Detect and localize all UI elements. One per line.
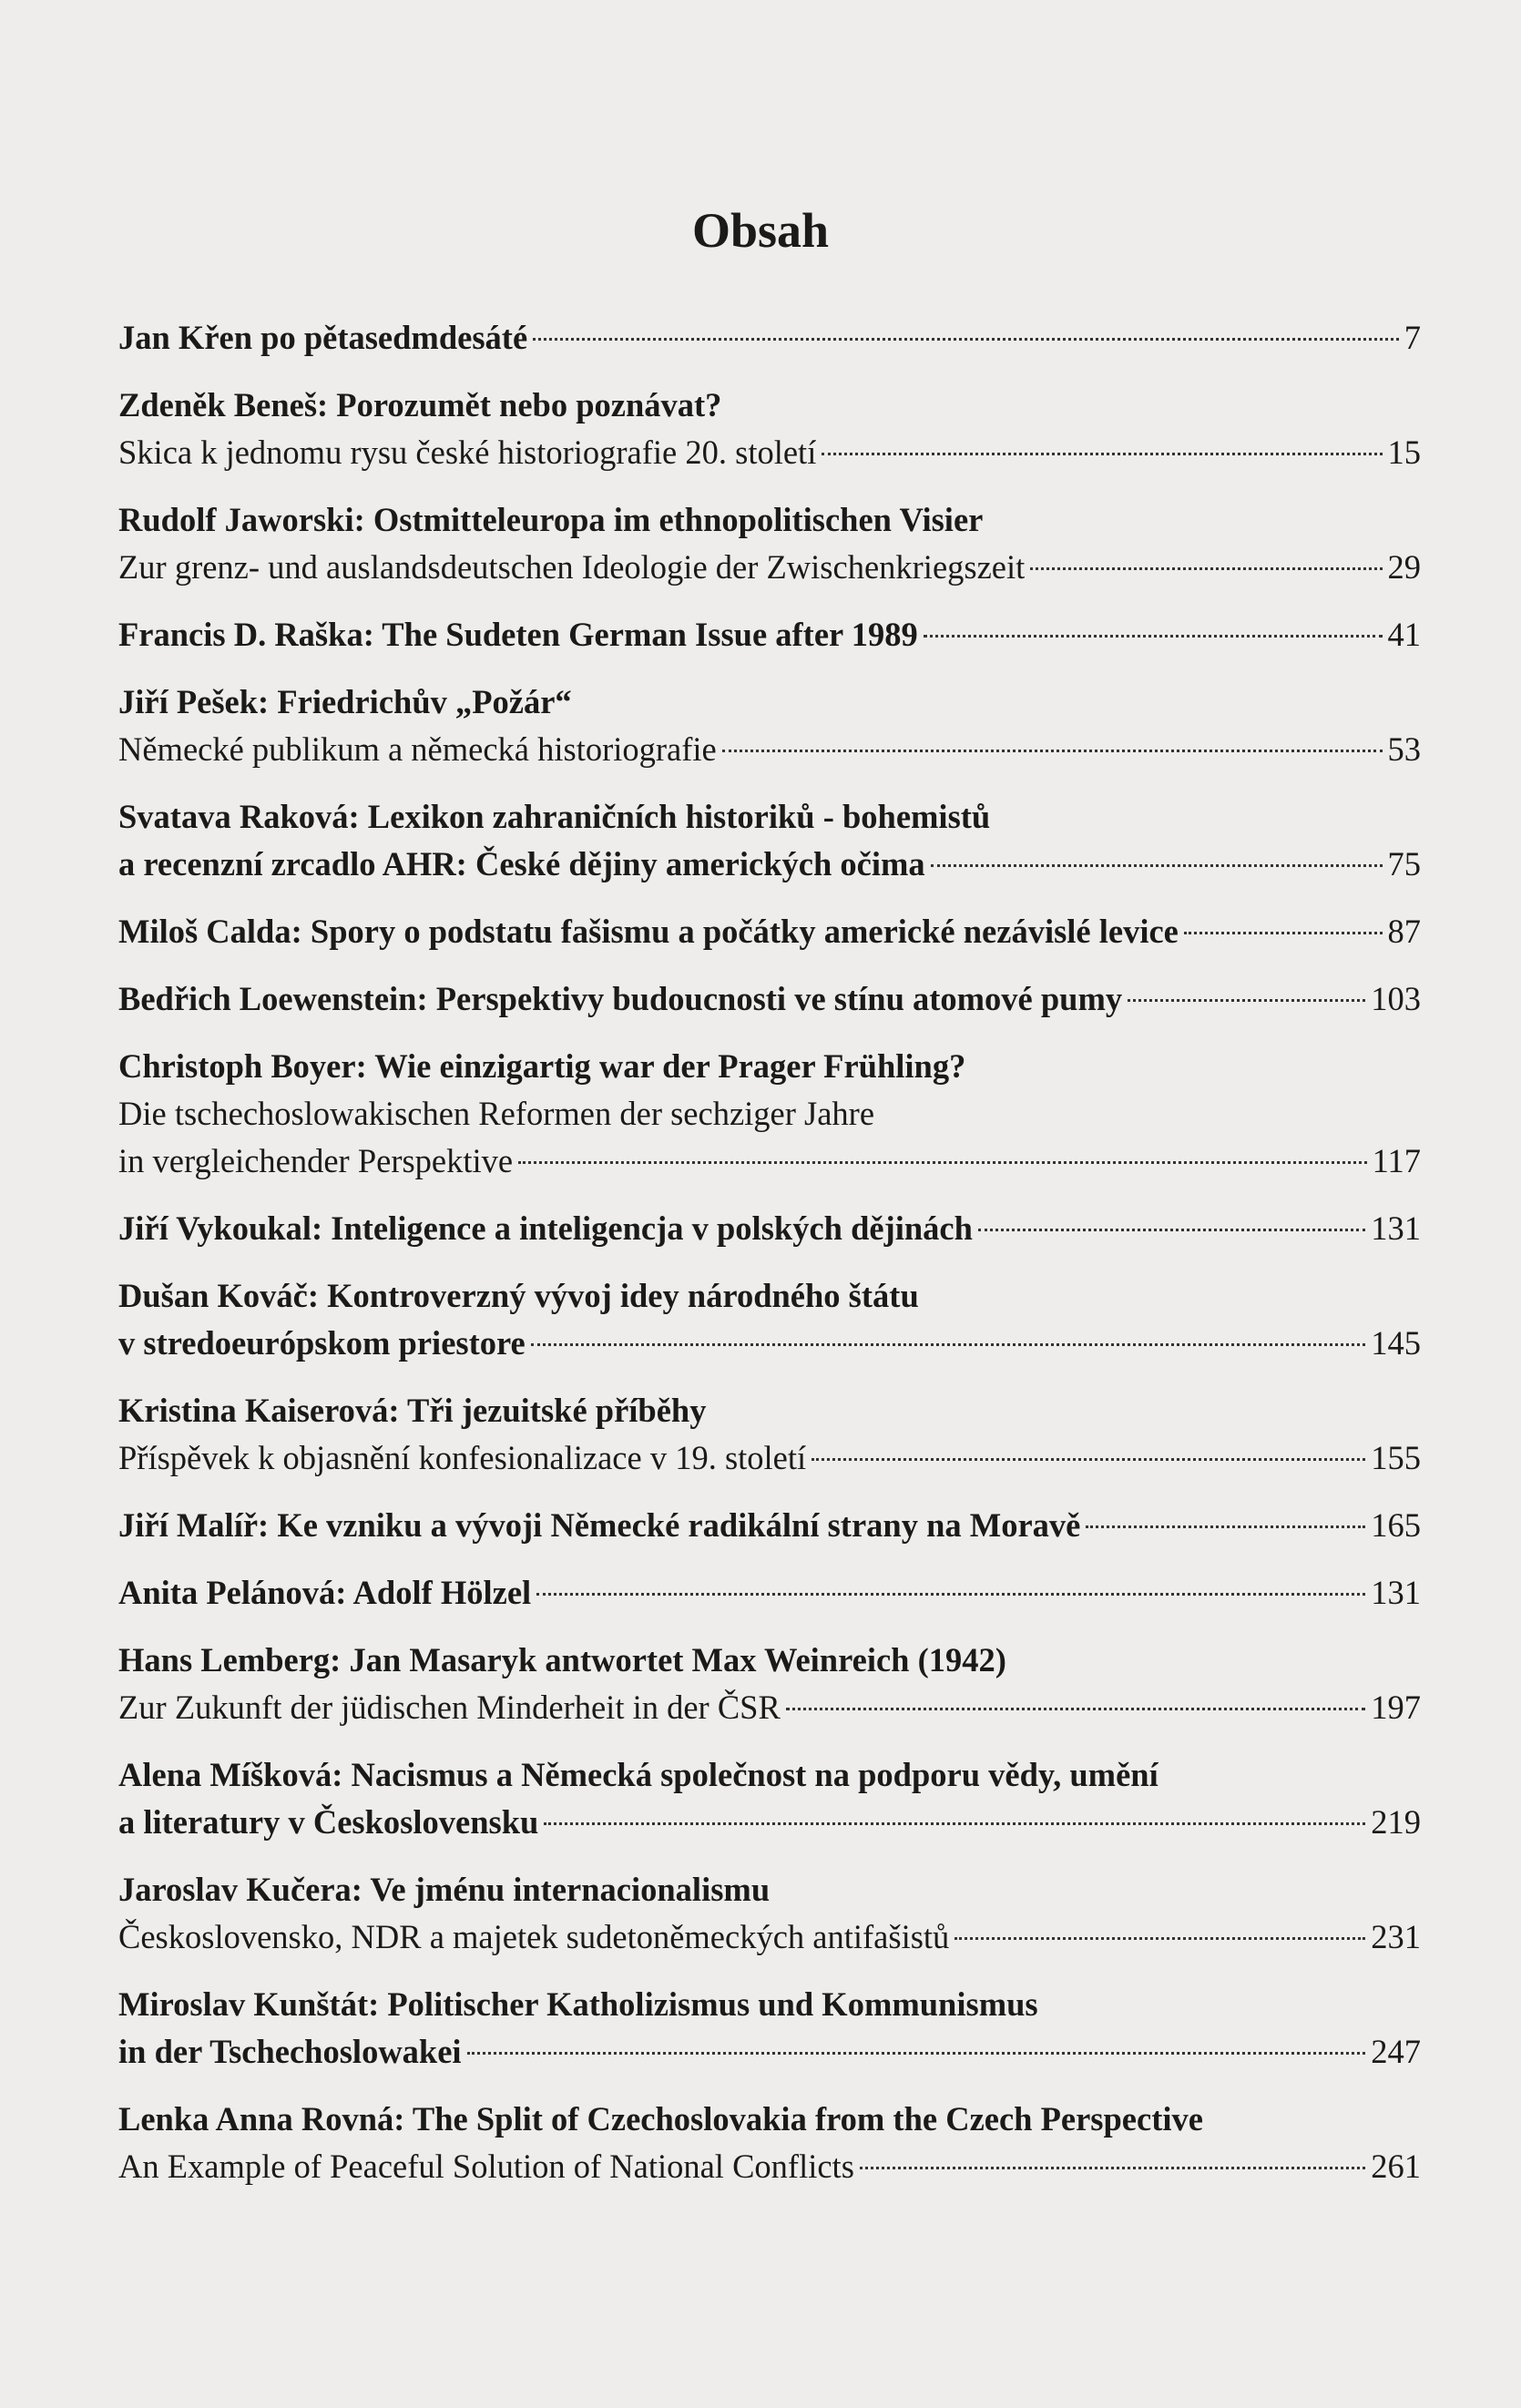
toc-entry-text: Kristina Kaiserová: Tři jezuitské příběhy — [118, 1392, 707, 1429]
page-number: 131 — [1371, 1574, 1421, 1611]
page-number: 261 — [1371, 2148, 1421, 2185]
dot-leader — [786, 1708, 1365, 1710]
page-number: 103 — [1371, 980, 1421, 1017]
page-number: 131 — [1371, 1209, 1421, 1247]
page-number: 87 — [1387, 913, 1421, 950]
toc-entry-text: Československo, NDR a majetek sudetoněmeckých antifašistů — [118, 1918, 950, 1955]
page-number: 155 — [1371, 1439, 1421, 1476]
toc-entry-text: Příspěvek k objasnění konfesionalizace v 19. století — [118, 1439, 807, 1476]
toc-entry-text: Německé publikum a německá historiografie — [118, 730, 717, 768]
toc-entry-heading — [118, 314, 1421, 362]
toc-entry-heading — [118, 496, 1421, 544]
toc-entry-heading — [118, 1637, 1421, 1684]
toc-entry — [118, 2096, 1421, 2190]
toc-entry-heading — [118, 382, 1421, 429]
toc-entry-heading — [118, 1205, 1421, 1252]
toc-entry-heading — [118, 2096, 1421, 2143]
toc-entry — [118, 1502, 1421, 1549]
toc-entry — [118, 1387, 1421, 1482]
page-title: Obsah — [691, 203, 830, 258]
toc-entry — [118, 496, 1421, 591]
page-number: 41 — [1387, 616, 1421, 653]
toc-entry-text: Dušan Kováč: Kontroverzný vývoj idey národného štátu — [118, 1277, 919, 1314]
toc-entry-text: Lenka Anna Rovná: The Split of Czechoslovakia from the Czech Perspective — [118, 2100, 1203, 2138]
toc-entry-subline — [118, 1320, 1421, 1367]
toc-entry — [118, 1205, 1421, 1252]
table-of-contents — [118, 314, 1421, 2210]
toc-entry — [118, 1272, 1421, 1367]
toc-entry-heading — [118, 1569, 1421, 1617]
page-number: 231 — [1371, 1918, 1421, 1955]
dot-leader — [822, 453, 1382, 455]
toc-entry-text: Jan Křen po pětasedmdesáté — [118, 319, 528, 356]
toc-entry-heading — [118, 1751, 1421, 1799]
toc-entry-text: Jiří Malíř: Ke vzniku a vývoji Německé radikální strany na Moravě — [118, 1506, 1081, 1544]
toc-entry — [118, 793, 1421, 888]
toc-entry-heading — [118, 975, 1421, 1023]
toc-entry — [118, 908, 1421, 955]
dot-leader — [978, 1229, 1365, 1231]
toc-entry-text: Alena Míšková: Nacismus a Německá společnost na podporu vědy, umění — [118, 1756, 1159, 1793]
toc-entry-subline — [118, 1684, 1421, 1731]
toc-entry-heading — [118, 1387, 1421, 1434]
toc-entry-text: Zdeněk Beneš: Porozumět nebo poznávat? — [118, 386, 722, 423]
page-number: 145 — [1371, 1324, 1421, 1362]
toc-entry-text: Miroslav Kunštát: Politischer Katholizismus und Kommunismus — [118, 1985, 1038, 2023]
dot-leader — [931, 864, 1383, 867]
toc-entry-subline — [118, 726, 1421, 773]
page-number: 165 — [1371, 1506, 1421, 1544]
page-number: 75 — [1387, 845, 1421, 883]
toc-entry-text: a recenzní zrcadlo AHR: České dějiny amerických očima — [118, 845, 925, 883]
toc-entry — [118, 679, 1421, 773]
toc-entry — [118, 1569, 1421, 1617]
page-number: 7 — [1404, 319, 1421, 356]
toc-entry-text: Francis D. Raška: The Sudeten German Issue after 1989 — [118, 616, 918, 653]
dot-leader — [812, 1458, 1365, 1461]
dot-leader — [536, 1593, 1365, 1596]
toc-entry-text: Die tschechoslowakischen Reformen der sechziger Jahre — [118, 1095, 875, 1132]
toc-entry-heading — [118, 1866, 1421, 1913]
dot-leader — [544, 1822, 1365, 1825]
toc-entry-heading — [118, 1502, 1421, 1549]
toc-entry-subline — [118, 429, 1421, 476]
toc-entry-text: a literatury v Československu — [118, 1803, 539, 1841]
toc-entry-text: Miloš Calda: Spory o podstatu fašismu a počátky americké nezávislé levice — [118, 913, 1179, 950]
dot-leader — [860, 2167, 1365, 2169]
page-number: 197 — [1371, 1689, 1421, 1726]
toc-entry-subline — [118, 841, 1421, 888]
toc-entry-subline — [118, 1913, 1421, 1961]
toc-entry-subline — [118, 1434, 1421, 1482]
dot-leader — [1184, 932, 1383, 934]
dot-leader — [533, 338, 1399, 341]
toc-entry-text: Jiří Pešek: Friedrichův „Požár“ — [118, 683, 572, 720]
dot-leader — [954, 1937, 1365, 1940]
toc-entry — [118, 1637, 1421, 1731]
toc-entry — [118, 1751, 1421, 1846]
toc-entry-subline — [118, 1799, 1421, 1846]
dot-leader — [1128, 999, 1365, 1002]
toc-entry-text: Jiří Vykoukal: Inteligence a inteligencja v polských dějinách — [118, 1209, 973, 1247]
dot-leader — [1030, 567, 1382, 570]
toc-entry-text: Bedřich Loewenstein: Perspektivy budoucnosti ve stínu atomové pumy — [118, 980, 1123, 1017]
toc-entry-text: Jaroslav Kučera: Ve jménu internacionalismu — [118, 1871, 771, 1908]
toc-entry-heading — [118, 1981, 1421, 2028]
toc-entry-heading — [118, 1043, 1421, 1090]
toc-entry-text: Rudolf Jaworski: Ostmitteleuropa im ethnopolitischen Visier — [118, 501, 984, 538]
toc-entry — [118, 314, 1421, 362]
toc-entry-text: in vergleichender Perspektive — [118, 1142, 514, 1179]
toc-entry-heading — [118, 611, 1421, 658]
toc-entry-text: Svatava Raková: Lexikon zahraničních historiků - bohemistů — [118, 798, 991, 835]
toc-entry-heading — [118, 908, 1421, 955]
toc-entry-text: in der Tschechoslowakei — [118, 2033, 462, 2070]
dot-leader — [1086, 1525, 1365, 1528]
toc-entry — [118, 975, 1421, 1023]
page-number: 15 — [1387, 434, 1421, 471]
toc-entry — [118, 1043, 1421, 1185]
toc-entry — [118, 382, 1421, 476]
toc-entry-subline — [118, 1090, 1421, 1138]
page-number: 219 — [1371, 1803, 1421, 1841]
toc-entry-text: v stredoeurópskom priestore — [118, 1324, 526, 1362]
toc-entry-text: Hans Lemberg: Jan Masaryk antwortet Max Weinreich (1942) — [118, 1641, 1006, 1678]
toc-entry-heading — [118, 1272, 1421, 1320]
toc-entry-subline — [118, 544, 1421, 591]
toc-entry — [118, 611, 1421, 658]
page-number: 53 — [1387, 730, 1421, 768]
toc-entry-text: Christoph Boyer: Wie einzigartig war der Prager Frühling? — [118, 1047, 966, 1085]
toc-entry-heading — [118, 793, 1421, 841]
toc-entry — [118, 1981, 1421, 2076]
toc-entry — [118, 1866, 1421, 1961]
toc-entry-text: An Example of Peaceful Solution of National Conflicts — [118, 2148, 854, 2185]
toc-entry-subline — [118, 1138, 1421, 1185]
dot-leader — [531, 1343, 1365, 1346]
page-number: 29 — [1387, 548, 1421, 586]
toc-entry-text: Zur Zukunft der jüdischen Minderheit in der ČSR — [118, 1689, 781, 1726]
toc-entry-subline — [118, 2028, 1421, 2076]
dot-leader — [722, 750, 1383, 752]
toc-entry-text: Zur grenz- und auslandsdeutschen Ideologie der Zwischenkriegszeit — [118, 548, 1026, 586]
dot-leader — [924, 635, 1383, 638]
toc-entry-text: Skica k jednomu rysu české historiografie 20. století — [118, 434, 817, 471]
toc-entry-subline — [118, 2143, 1421, 2190]
page-number: 117 — [1372, 1142, 1421, 1179]
dot-leader — [518, 1161, 1366, 1164]
toc-entry-heading — [118, 679, 1421, 726]
dot-leader — [467, 2052, 1366, 2055]
toc-entry-text: Anita Pelánová: Adolf Hölzel — [118, 1574, 532, 1611]
page-number: 247 — [1371, 2033, 1421, 2070]
